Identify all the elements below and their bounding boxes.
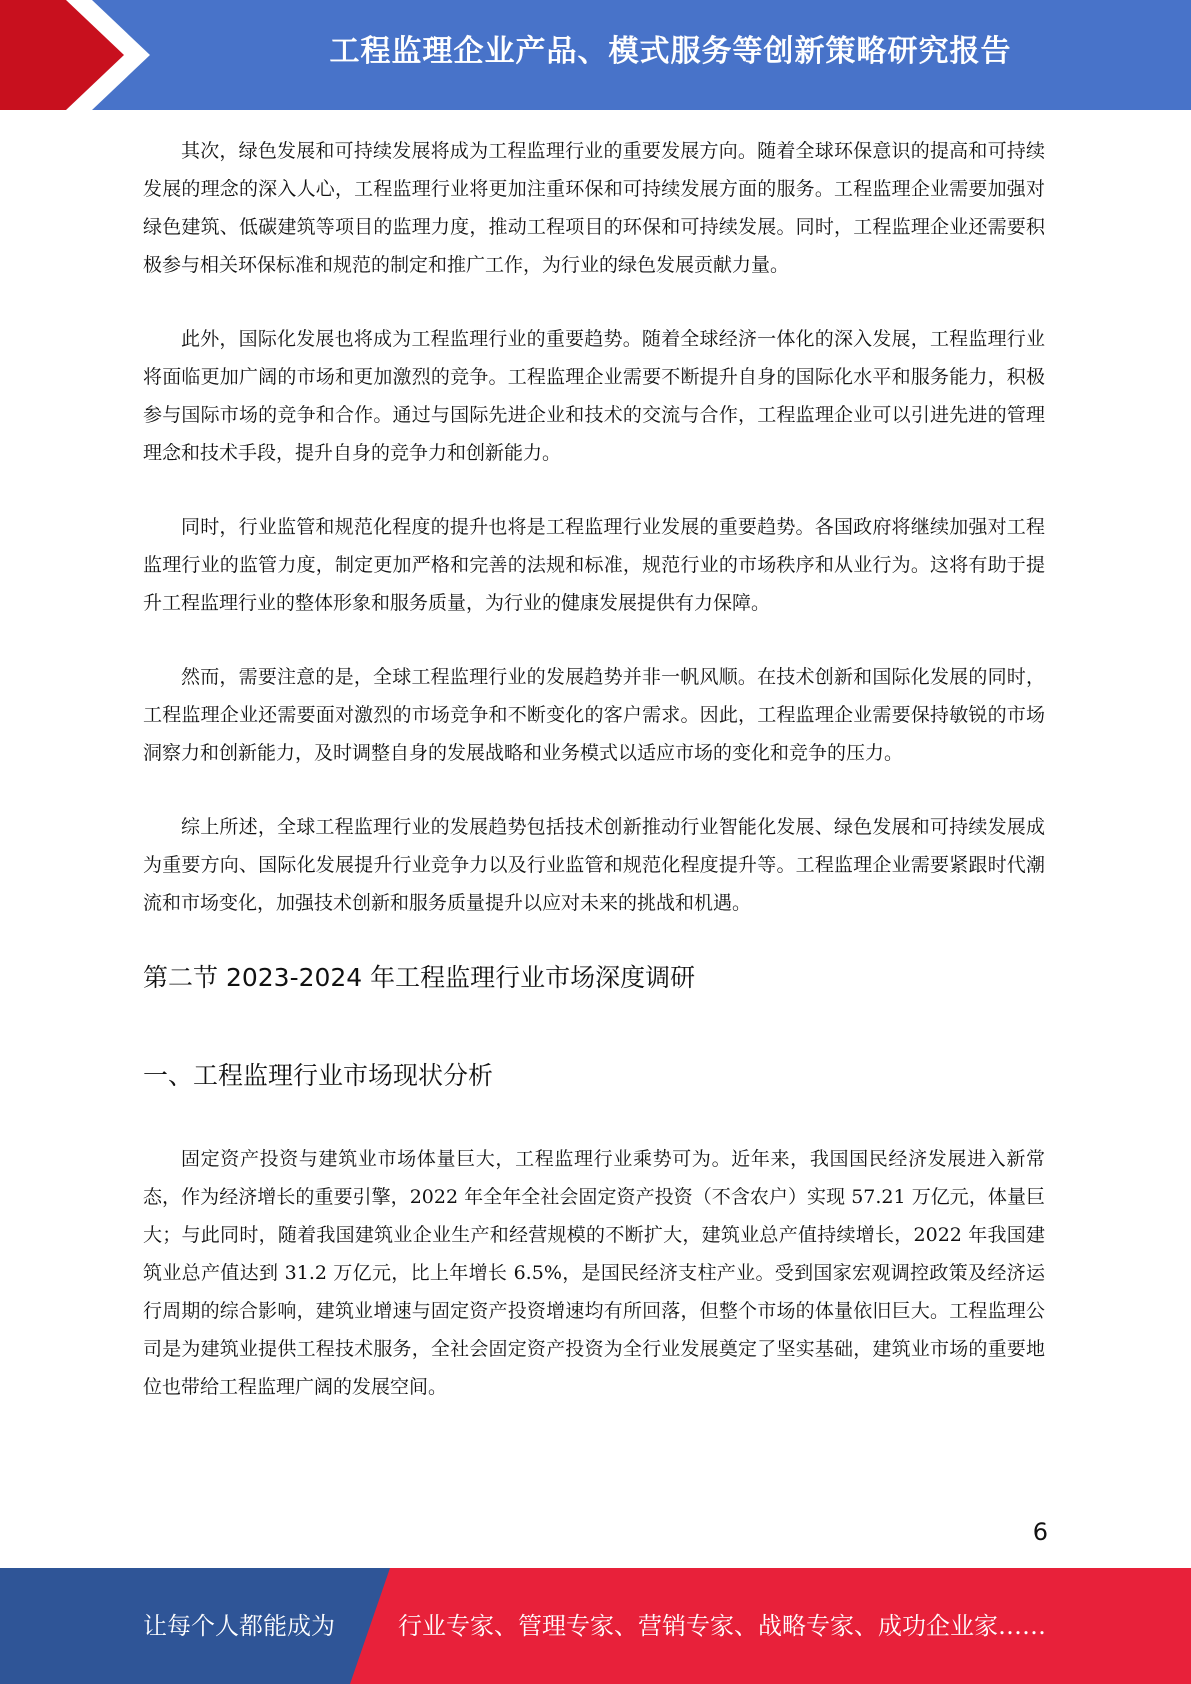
page-footer <box>0 1568 1191 1684</box>
report-title: 工程监理企业产品、模式服务等创新策略研究报告 <box>329 34 1012 69</box>
header-arrow-icon <box>0 0 160 110</box>
paragraph-market-status: 固定资产投资与建筑业市场体量巨大，工程监理行业乘势可为。近年来，我国国民经济发展进入新常态，作为经济增长的重要引擎，2022 年全年全社会固定资产投资（不含农户）实现 57.21 万亿元，体量巨大；与此同时，随着我国建筑业企业生产和经营规模的不断扩大，建筑业总产值持续增长，2022 年我国建筑业总产值达到 31.2 万亿元，比上年增长 6.5%，是国民经济支柱产业。受到国家宏观调控政策及经济运行周期的综合影响，建筑业增速与固定资产投资增速均有所回落，但整个市场的体量依旧巨大。工程监理公司是为建筑业提供工程技术服务，全社会固定资产投资为全行业发展奠定了坚实基础，建筑业市场的重要地位也带给工程监理广阔的发展空间。 <box>143 1148 1045 1398</box>
paragraph-regulation: 同时，行业监管和规范化程度的提升也将是工程监理行业发展的重要趋势。各国政府将继续加强对工程监理行业的监管力度，制定更加严格和完善的法规和标准，规范行业的市场秩序和从业行为。这将有助于提升工程监理行业的整体形象和服务质量，为行业的健康发展提供有力保障。 <box>143 516 1045 614</box>
paragraph-internationalization: 此外，国际化发展也将成为工程监理行业的重要趋势。随着全球经济一体化的深入发展，工程监理行业将面临更加广阔的市场和更加激烈的竞争。工程监理企业需要不断提升自身的国际化水平和服务能力，积极参与国际市场的竞争和合作。通过与国际先进企业和技术的交流与合作，工程监理企业可以引进先进的管理理念和技术手段，提升自身的竞争力和创新能力。 <box>143 328 1045 464</box>
paragraph-challenges: 然而，需要注意的是，全球工程监理行业的发展趋势并非一帆风顺。在技术创新和国际化发展的同时，工程监理企业还需要面对激烈的市场竞争和不断变化的客户需求。因此，工程监理企业需要保持敏锐的市场洞察力和创新能力，及时调整自身的发展战略和业务模式以适应市场的变化和竞争的压力。 <box>143 666 1045 764</box>
section-heading: 第二节 2023-2024 年工程监理行业市场深度调研 <box>143 963 696 992</box>
document-body <box>143 132 1045 1442</box>
footer-slogan-right: 行业专家、管理专家、营销专家、战略专家、成功企业家…… <box>398 1612 1046 1640</box>
paragraph-summary: 综上所述，全球工程监理行业的发展趋势包括技术创新推动行业智能化发展、绿色发展和可持续发展成为重要方向、国际化发展提升行业竞争力以及行业监管和规范化程度提升等。工程监理企业需要紧跟时代潮流和市场变化，加强技术创新和服务质量提升以应对未来的挑战和机遇。 <box>143 816 1045 914</box>
footer-slogan-left: 让每个人都能成为 <box>143 1612 335 1640</box>
page-number: 6 <box>1032 1518 1048 1546</box>
page-header <box>0 0 1191 110</box>
sub-heading: 一、工程监理行业市场现状分析 <box>143 1061 494 1090</box>
paragraph-green-development: 其次，绿色发展和可持续发展将成为工程监理行业的重要发展方向。随着全球环保意识的提高和可持续发展的理念的深入人心，工程监理行业将更加注重环保和可持续发展方面的服务。工程监理企业需要加强对绿色建筑、低碳建筑等项目的监理力度，推动工程项目的环保和可持续发展。同时，工程监理企业还需要积极参与相关环保标准和规范的制定和推广工作，为行业的绿色发展贡献力量。 <box>143 140 1045 276</box>
